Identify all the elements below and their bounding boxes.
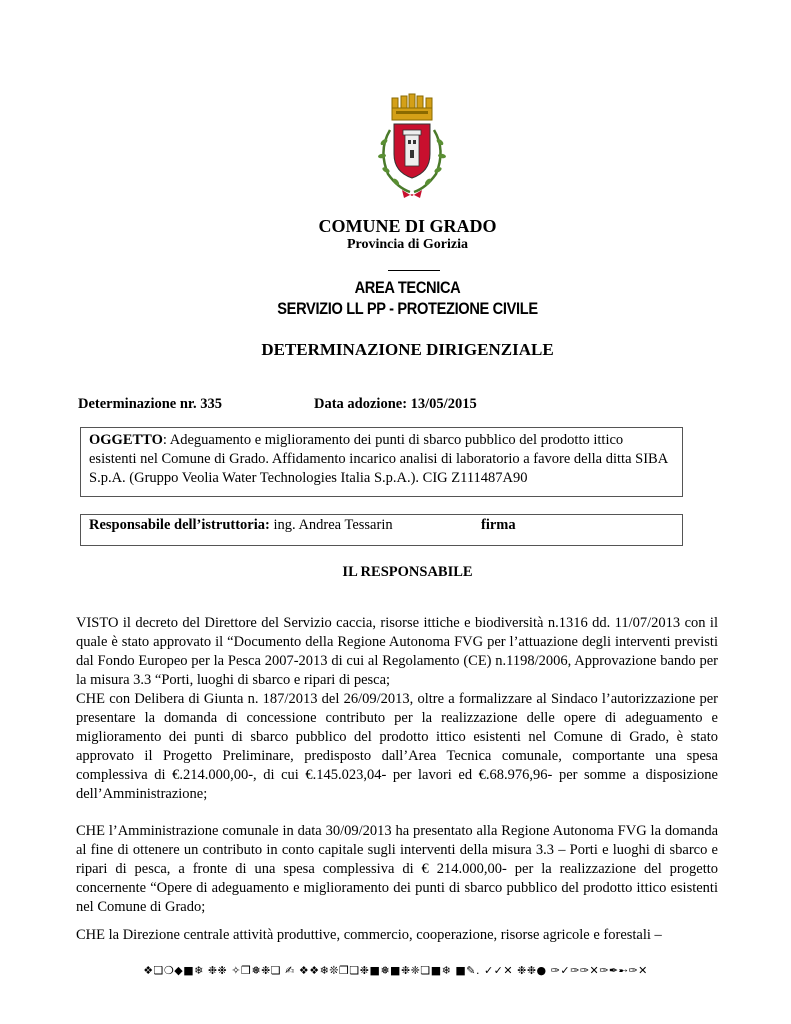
province-name: Provincia di Gorizia [346, 237, 469, 252]
signature-label: firma [481, 517, 516, 533]
subject-box [80, 427, 683, 497]
divider [388, 270, 440, 271]
paragraph-visto: VISTO il decreto del Direttore del Servizio caccia, risorse ittiche e biodiversità n.1316 dd. 11/07/2013 con il quale è stato approvato il “Documento della Regione Autonoma FVG per l’attuazione degli interventi previsti dal Fondo Europeo per la Pesca 2007-2013 di cui al Regolamento (CE) n.1198/2006, Approvazione bando per la misura 3.3 “Porti, luoghi di sbarco e ripari di pesca; [76, 615, 718, 688]
municipality-name: COMUNE DI GRADO [318, 216, 497, 236]
service-name: SERVIZIO LL PP - PROTEZIONE CIVILE [277, 299, 538, 318]
department-name: AREA TECNICA [354, 278, 461, 297]
coat-of-arms-logo [370, 90, 454, 206]
section-title: IL RESPONSABILE [342, 564, 473, 580]
paragraph-delibera: CHE con Delibera di Giunta n. 187/2013 del 26/09/2013, oltre a formalizzare al Sindaco l’autorizzazione per presentare la domanda di concessione contributo per la realizzazione delle opere di adeguamento e miglioramento dei punti di sbarco pubblico del prodotto ittico esistenti nel Comune di Grado, è stato approvato il Progetto Preliminare, predisposto dall’Area Tecnica comunale, comportante una spesa complessiva di €.214.000,00-, di cui €.145.023,04- per lavori ed €.68.976,96- per somme a disposizione dell’Amministrazione; [76, 691, 718, 802]
document-title: DETERMINAZIONE DIRIGENZIALE [261, 340, 554, 359]
responsible-box [80, 514, 683, 546]
determination-number: Determinazione nr. 335 [78, 396, 223, 412]
determination-meta [78, 396, 477, 413]
adoption-date: Data adozione: 13/05/2015 [314, 396, 477, 412]
responsible-label: Responsabile dell’istruttoria: [89, 517, 270, 533]
paragraph-direzione: CHE la Direzione centrale attività produttive, commercio, cooperazione, risorse agricole e forestali – [76, 927, 662, 943]
page-footer: ❖❏❍◆■❄ ❉❉ ✧❒❅❉❏ ✍ ❖❖❄❊❒❏❉■❅■❉❈❏■❄ ■✎. ✓✓✕ ❉❉● ✑✓✑✑✕✑✒➸✑✕ [143, 964, 648, 977]
subject-text: : Adeguamento e miglioramento dei punti di sbarco pubblico del prodotto ittico esistenti nel Comune di Grado. Affidamento incarico analisi di laboratorio a favore della ditta SIBA S.p.A. (Gruppo Veolia Water Technologies Italia S.p.A.). CIG Z111487A90 [89, 432, 668, 486]
paragraph-domanda: CHE l’Amministrazione comunale in data 30/09/2013 ha presentato alla Regione Autonoma FVG la domanda al fine di ottenere un contributo in conto capitale sugli interventi della misura 3.3 – Porti e luoghi di sbarco e ripari di pesca, a fronte di una spesa complessiva di € 214.000,00- per la realizzazione del progetto concernente “Opere di adeguamento e miglioramento dei punti di sbarco pubblico del prodotto ittico esistenti nel Comune di Grado; [76, 823, 718, 915]
responsible-name: ing. Andrea Tessarin [269, 517, 393, 533]
subject-label: OGGETTO [89, 432, 163, 448]
